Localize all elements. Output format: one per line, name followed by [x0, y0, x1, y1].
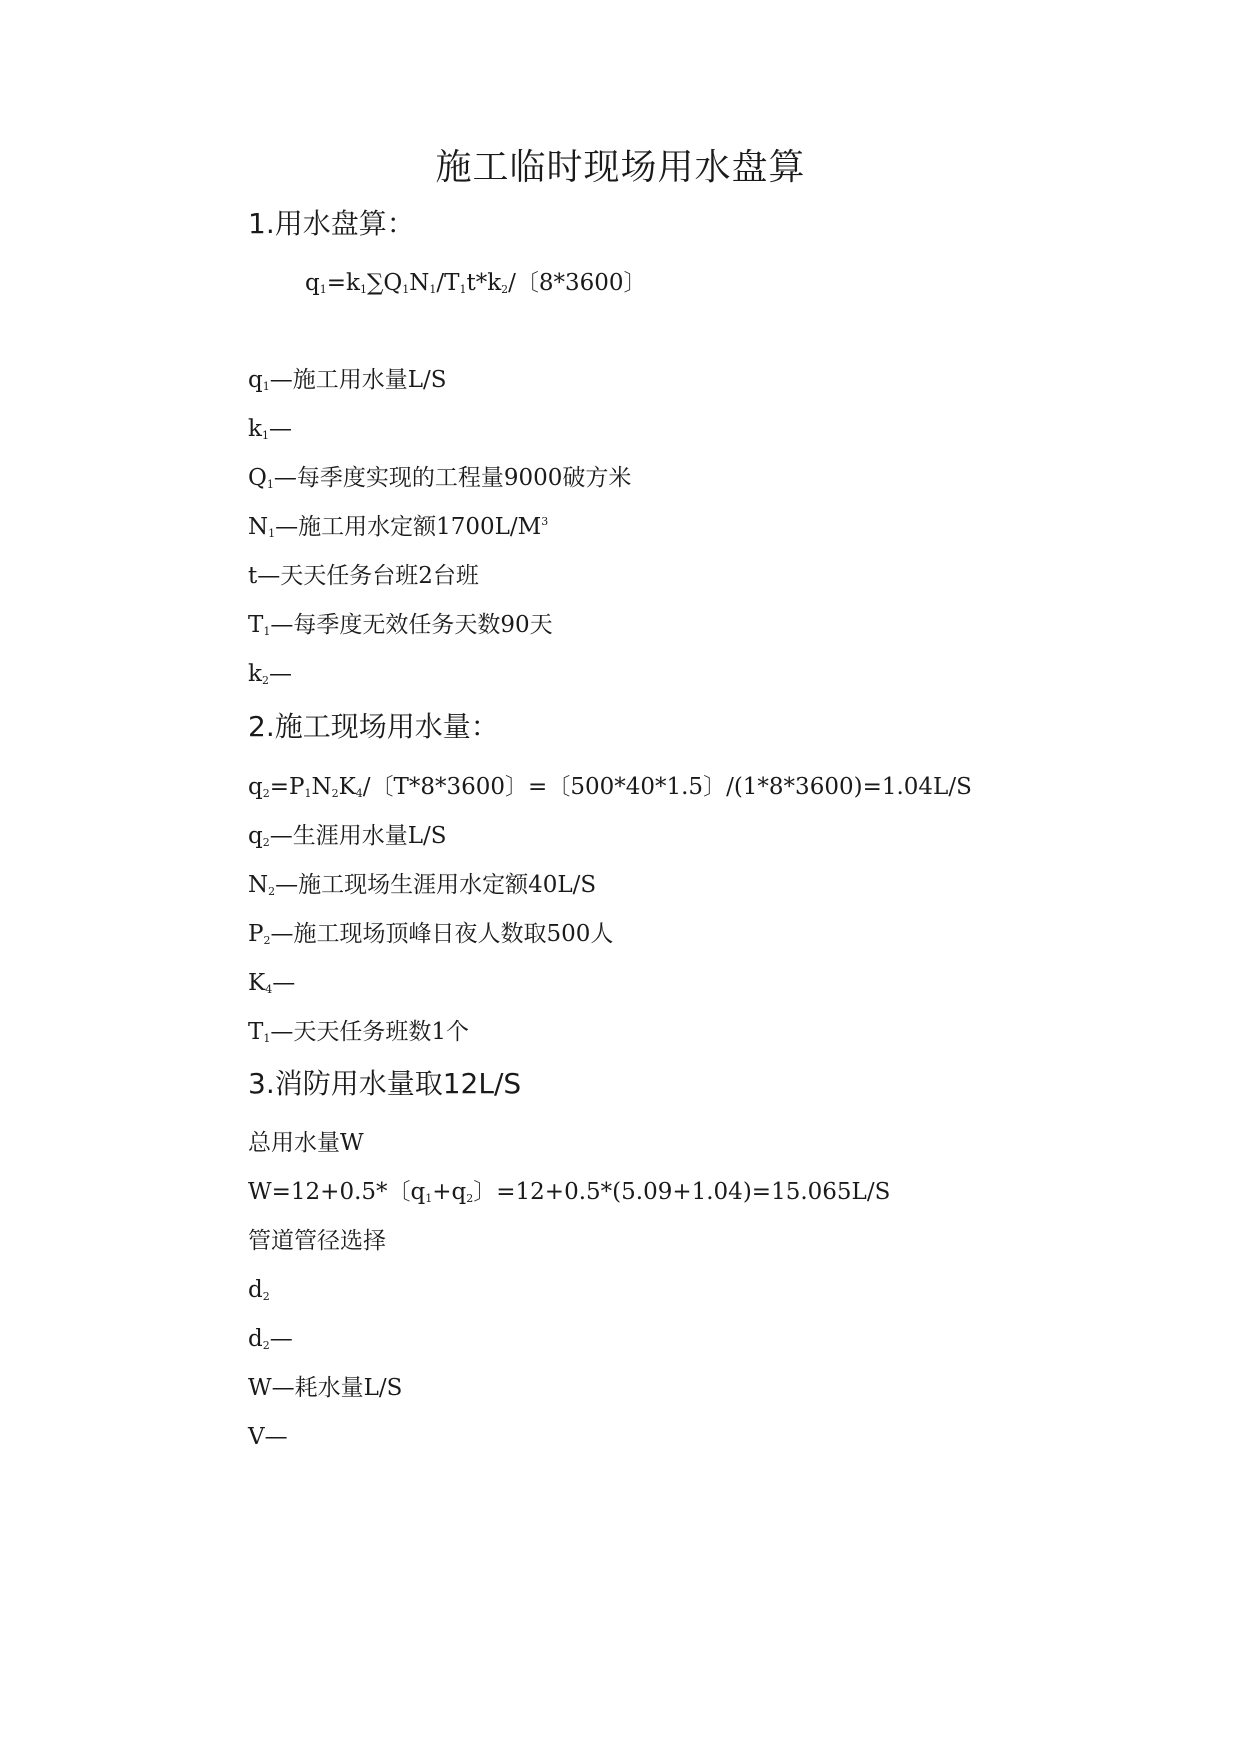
definition-line — [248, 1015, 469, 1049]
document-title: 施工临时现场用水盘算 — [435, 147, 806, 188]
definition-symbol: d — [248, 1326, 263, 1352]
definition-line — [248, 819, 447, 853]
definition-text: —天天任务班数1个 — [270, 1019, 469, 1045]
formula-subscript: 1 — [319, 283, 327, 296]
section-1-formula — [305, 266, 647, 300]
definition-symbol: q — [248, 367, 263, 393]
definition-superscript: 3 — [541, 515, 549, 528]
formula-part: =k — [326, 270, 360, 296]
formula-part: +q — [432, 1179, 467, 1205]
section-1-heading: 1.用水盘算： — [248, 207, 415, 240]
definition-subscript: 2 — [263, 934, 271, 947]
definition-line — [248, 461, 631, 495]
definition-subscript: 1 — [263, 625, 271, 638]
formula-subscript: 1 — [402, 283, 410, 296]
definition-symbol: N — [248, 514, 269, 540]
definition-text: —施工现场生涯用水定额40L/S — [275, 872, 597, 898]
section-2-heading: 2.施工现场用水量： — [248, 710, 499, 743]
formula-part: 〕=12+0.5*(5.09+1.04)=15.065L/S — [473, 1179, 891, 1205]
total-water-label: 总用水量W — [248, 1130, 364, 1156]
definition-symbol: k — [248, 416, 262, 442]
definition-line — [248, 412, 292, 446]
definition-subscript: 1 — [263, 1032, 271, 1045]
definition-symbol: k — [248, 661, 262, 687]
formula-subscript: 1 — [304, 787, 312, 800]
definition-symbol: K — [248, 970, 266, 996]
definition-symbol: P — [248, 921, 264, 947]
definition-text: —每季度无效任务天数90天 — [270, 612, 553, 638]
definition-subscript: 4 — [265, 983, 273, 996]
definition-symbol: T — [248, 1019, 264, 1045]
definition-text: — — [269, 1326, 293, 1352]
formula-part: t*k — [466, 270, 502, 296]
definition-text: —施工用水定额1700L/M — [275, 514, 542, 540]
definition-subscript: 2 — [262, 1339, 270, 1352]
section-3-heading: 3.消防用水量取12L/S — [248, 1067, 522, 1100]
formula-subscript: 1 — [359, 283, 367, 296]
definition-line — [248, 608, 553, 642]
definition-text: —生涯用水量L/S — [269, 823, 447, 849]
definition-symbol: T — [248, 612, 264, 638]
formula-part: K — [338, 774, 356, 800]
pipe-selection-label: 管道管径选择 — [248, 1228, 386, 1254]
formula-part: q — [248, 774, 263, 800]
formula-subscript: 2 — [501, 283, 509, 296]
formula-part: N — [409, 270, 430, 296]
formula-subscript: 2 — [466, 1192, 474, 1205]
definition-line — [248, 363, 447, 397]
definition-line — [248, 1322, 293, 1356]
formula-part: /〔T*8*3600〕=〔500*40*1.5〕/(1*8*3600)=1.04L/S — [362, 774, 972, 800]
formula-part: N — [311, 774, 332, 800]
definition-symbol: N — [248, 872, 269, 898]
formula-subscript: 1 — [459, 283, 467, 296]
definition-symbol: Q — [248, 465, 267, 491]
definition-symbol: d — [248, 1277, 263, 1303]
formula-part: ∑Q — [366, 270, 403, 296]
definition-text: V— — [248, 1424, 288, 1450]
definition-subscript: 2 — [261, 674, 269, 687]
section-3-formula — [248, 1175, 890, 1209]
formula-part: =P — [269, 774, 305, 800]
definition-subscript: 2 — [262, 836, 270, 849]
definition-text: W—耗水量L/S — [248, 1375, 403, 1401]
definition-line — [248, 657, 292, 691]
definition-subscript: 2 — [268, 885, 276, 898]
definition-subscript: 2 — [262, 1290, 270, 1303]
definition-subscript: 1 — [268, 527, 276, 540]
definition-subscript: 1 — [261, 429, 269, 442]
definition-text: t—天天任务台班2台班 — [248, 563, 479, 589]
definition-line — [248, 917, 613, 951]
formula-part: /T — [436, 270, 460, 296]
definition-line — [248, 559, 479, 593]
definition-line — [248, 1273, 270, 1307]
section-2-formula — [248, 770, 972, 804]
definition-text: — — [268, 416, 292, 442]
definition-line — [248, 966, 295, 1000]
formula-subscript: 2 — [331, 787, 339, 800]
definition-line — [248, 510, 548, 544]
definition-subscript: 1 — [266, 478, 274, 491]
formula-part: /〔8*3600〕 — [508, 270, 647, 296]
formula-subscript: 4 — [355, 787, 363, 800]
definition-line — [248, 1420, 288, 1454]
definition-text: —施工用水量L/S — [269, 367, 447, 393]
definition-line — [248, 868, 596, 902]
definition-text: —施工现场顶峰日夜人数取500人 — [270, 921, 614, 947]
definition-symbol: q — [248, 823, 263, 849]
definition-text: — — [272, 970, 296, 996]
formula-subscript: 1 — [425, 1192, 433, 1205]
formula-subscript: 2 — [262, 787, 270, 800]
definition-line — [248, 1371, 402, 1405]
definition-subscript: 1 — [262, 380, 270, 393]
formula-subscript: 1 — [429, 283, 437, 296]
definition-text: —每季度实现的工程量9000破方米 — [273, 465, 632, 491]
formula-part: W=12+0.5*〔q — [248, 1179, 426, 1205]
definition-text: — — [268, 661, 292, 687]
formula-part: q — [305, 270, 320, 296]
